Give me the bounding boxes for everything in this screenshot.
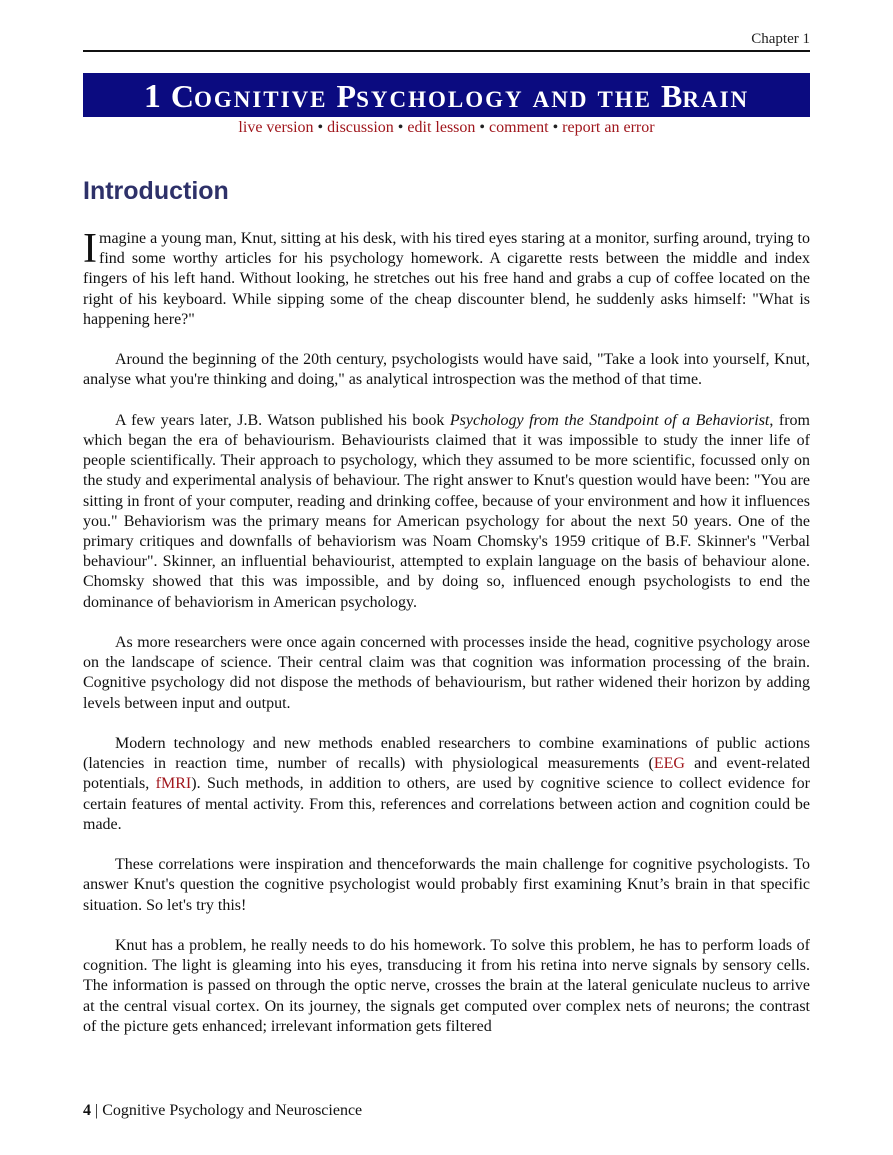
paragraph-7: Knut has a problem, he really needs to do his homework. To solve this problem, he has to perform loads of cognition. The light is gleaming into his eyes, transducing it from his retina into nerve signals by sensory cells. The information is passed on through the optic nerve, crosses the brain at the lateral geniculate nucleus to arrive at the central visual cortex. On its journey, the signals get computed over complex nets of neurons; the contrast of the picture gets enhanced; irrelevant information gets filtered [83,937,810,1035]
paragraph-6: These correlations were inspiration and thenceforwards the main challenge for cognitive psychologists. To answer Knut's question the cognitive psychologist would probably first examining Knut’s brain in that specific situation. So let's try this! [83,856,810,914]
title-word-4: THE [597,87,653,112]
footer-separator: | [95,1102,99,1119]
drop-cap: I [83,226,97,272]
book-title-footer: Cognitive Psychology and Neuroscience [102,1102,363,1119]
book-title: Psychology from the Standpoint of a Behaviorist [449,411,770,429]
section-heading: Introduction [83,177,229,205]
title-word-3: AND [532,87,589,112]
paragraph-1: Imagine a young man, Knut, sitting at his desk, with his tired eyes staring at a monitor, surfing around, trying to find some worthy articles for his psychology homework. A cigarette rests between the middle and index fingers of his left hand. Without looking, he stretches out his free hand and grabs a cup of coffee located on the right of his keyboard. While sipping some of the cheap discounter blend, he suddenly asks himself: "What is happening here?" [83,226,810,328]
fmri-link[interactable]: fMRI [155,775,192,793]
paragraph-3: A few years later, J.B. Watson published his book Psychology from the Standpoint of a Behaviorist, from which began the era of behaviourism. Behaviourists claimed that it was impossible to study the inner life of people scientifically. Their approach to psychology, which they assumed to be more scientific, focussed only on the study and experimental analysis of behaviour. The right answer to Knut's question would have been: "You are sitting in front of your computer, reading and drinking coffee, because of your environment and how it influences you." Behaviorism was the primary means for American psychology for about the next 50 years. One of the primary critiques and downfalls of behaviorism was Noam Chomsky's 1959 critique of B.F. Skinner's "Verbal behaviour". Skinner, an influential behaviourist, attempted to explain language on the basis of behaviour alone. Chomsky showed that this was impossible, and by doing so, influenced enough psychologists to end the dominance of behaviorism in American psychology. [83,411,810,611]
paragraph-2: Around the beginning of the 20th century, psychologists would have said, "Take a look into yourself, Knut, analyse what you're thinking and doing," as analytical introspection was the method of that time. [83,351,810,389]
live-version-link[interactable]: live version [238,119,314,136]
chapter-title-bar [83,73,810,117]
comment-link[interactable]: comment [489,119,549,136]
edit-lesson-link[interactable]: edit lesson [407,119,476,136]
link-separator: • [552,119,559,136]
link-separator: • [397,119,404,136]
link-separator: • [479,119,486,136]
link-separator: • [317,119,324,136]
chapter-number: 1 [143,78,161,115]
paragraph-5: Modern technology and new methods enabled researchers to combine examinations of public actions (latencies in reaction time, number of recalls) with physiological measurements (EEG and event-related potentials, fMRI). Such methods, in addition to others, are used by cognitive science to collect evidence for certain features of mental activity. From this, references and correlations between action and cognition could be made. [83,735,811,833]
running-head: Chapter 1 [751,31,810,47]
report-error-link[interactable]: report an error [562,119,655,136]
page-footer [83,1102,362,1120]
body-text [83,226,811,1057]
chapter-links [83,119,810,137]
title-word-1: COGNITIVE [170,78,328,114]
title-word-2: PSYCHOLOGY [336,78,524,114]
eeg-link[interactable]: EEG [653,755,685,773]
page-number: 4 [83,1102,91,1119]
title-word-5: BRAIN [661,78,750,114]
header-rule [83,50,810,52]
discussion-link[interactable]: discussion [327,119,394,136]
paragraph-4: As more researchers were once again concerned with processes inside the head, cognitive psychology arose on the landscape of science. Their central claim was that cognition was information processing of the brain. Cognitive psychology did not dispose the methods of behaviourism, but rather widened their horizon by adding levels between input and output. [83,634,810,712]
